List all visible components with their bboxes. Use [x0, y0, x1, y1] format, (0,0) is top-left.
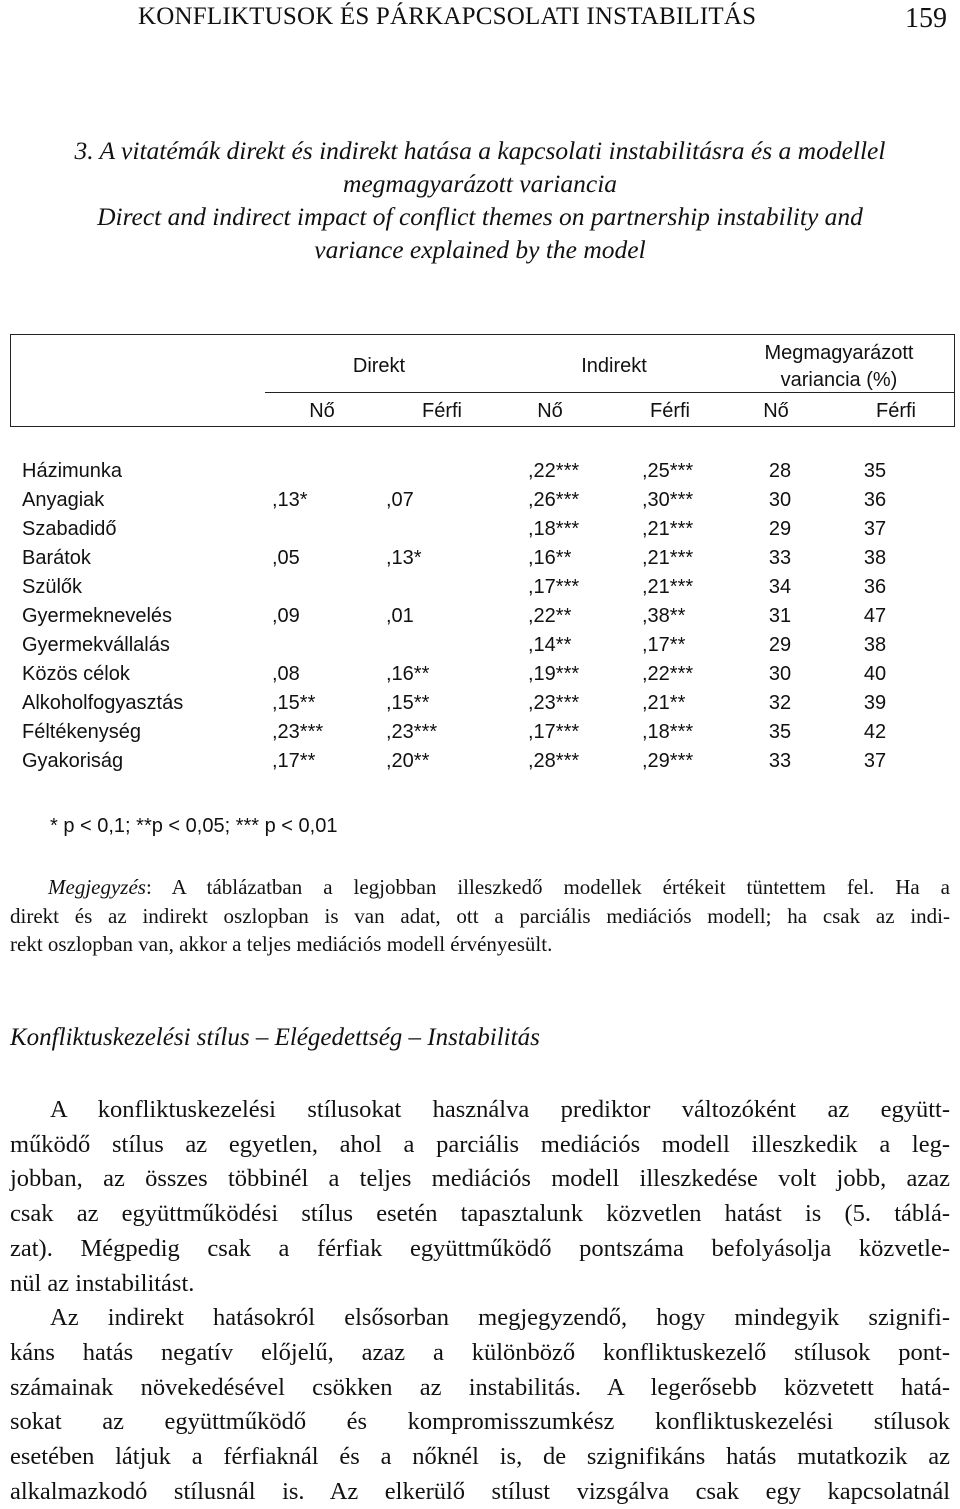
- subheader-no: Nő: [763, 400, 789, 422]
- cell-direct-ferfi: ,16**: [386, 663, 430, 685]
- cell-indirect-no: ,28***: [528, 750, 580, 772]
- cell-variance-no: 28: [768, 460, 792, 482]
- row-label: Gyermekvállalás: [22, 634, 170, 656]
- cell-direct-ferfi: ,07: [386, 489, 414, 511]
- table-row: [0, 721, 960, 750]
- cell-direct-no: ,08: [272, 663, 300, 685]
- row-label: Anyagiak: [22, 489, 105, 511]
- cell-indirect-no: ,14**: [528, 634, 572, 656]
- cell-indirect-no: ,17***: [528, 721, 580, 743]
- cell-variance-no: 31: [768, 605, 792, 627]
- cell-indirect-ferfi: ,21***: [642, 547, 694, 569]
- cell-variance-ferfi: 37: [863, 750, 887, 772]
- cell-variance-ferfi: 39: [863, 692, 887, 714]
- body-text: [10, 1093, 950, 1509]
- row-label: Szabadidő: [22, 518, 117, 540]
- cell-indirect-ferfi: ,22***: [642, 663, 694, 685]
- row-label: Alkoholfogyasztás: [22, 692, 184, 714]
- row-label: Barátok: [22, 547, 91, 569]
- body-line: sokat az együttműködő és kompromisszumkész konfliktuskezelési stílusok: [10, 1408, 950, 1436]
- cell-indirect-no: ,17***: [528, 576, 580, 598]
- cell-variance-ferfi: 36: [863, 489, 887, 511]
- note-line: rekt oszlopban van, akkor a teljes mediációs modell érvényesült.: [10, 932, 553, 956]
- table-row: [0, 489, 960, 518]
- cell-indirect-no: ,23***: [528, 692, 580, 714]
- cell-variance-no: 29: [768, 634, 792, 656]
- cell-indirect-no: ,22**: [528, 605, 572, 627]
- body-line: zat). Mégpedig csak a férfiak együttműködő pontszáma befolyásolja közvetle-: [10, 1234, 950, 1262]
- cell-indirect-ferfi: ,21***: [642, 576, 694, 598]
- significance-note: * p < 0,1; **p < 0,05; *** p < 0,01: [50, 815, 338, 837]
- cell-variance-no: 29: [768, 518, 792, 540]
- cell-variance-ferfi: 38: [863, 547, 887, 569]
- table-row: [0, 692, 960, 721]
- row-label: Gyermeknevelés: [22, 605, 173, 627]
- note-line: direkt és az indirekt oszlopban is van adat, ott a parciális mediációs modell; ha csak az indi-: [10, 903, 950, 928]
- body-line: alkalmazkodó stílusnál is. Az elkerülő stílust vizsgálva csak egy kapcsolatnál: [10, 1477, 950, 1505]
- cell-direct-no: ,05: [272, 547, 300, 569]
- header-divider: [265, 392, 955, 393]
- table-row: [0, 518, 960, 547]
- cell-variance-ferfi: 47: [863, 605, 887, 627]
- cell-indirect-ferfi: ,18***: [642, 721, 694, 743]
- body-line: működő stílus az egyetlen, ahol a parciális mediációs modell illeszkedik a leg-: [10, 1130, 950, 1158]
- cell-indirect-no: ,26***: [528, 489, 580, 511]
- header-direkt: Direkt: [352, 355, 406, 377]
- note-text: : A táblázatban a legjobban illeszkedő modellek értékeit tüntettem fel. Ha a: [145, 875, 950, 899]
- caption-line: variance explained by the model: [314, 235, 646, 264]
- subheader-ferfi: Férfi: [876, 400, 916, 422]
- cell-variance-no: 35: [768, 721, 792, 743]
- header-variance: [739, 340, 939, 394]
- row-label: Házimunka: [22, 460, 123, 482]
- page-number: 159: [905, 3, 947, 34]
- header-indirekt: Indirekt: [581, 355, 647, 377]
- table-row: [0, 460, 960, 489]
- cell-indirect-ferfi: ,21**: [642, 692, 686, 714]
- body-line: csak az együttműködési stílus esetén tapasztalunk közvetlen hatást is (5. táblá-: [10, 1200, 950, 1228]
- cell-variance-ferfi: 42: [863, 721, 887, 743]
- table-row: [0, 547, 960, 576]
- subheader-no: Nő: [309, 400, 335, 422]
- cell-direct-no: ,15**: [272, 692, 316, 714]
- cell-variance-no: 33: [768, 547, 792, 569]
- section-title: Konfliktuskezelési stílus – Elégedettség – Instabilitás: [10, 1024, 540, 1051]
- cell-variance-no: 32: [768, 692, 792, 714]
- cell-indirect-no: ,18***: [528, 518, 580, 540]
- table-note: [10, 873, 950, 959]
- cell-variance-ferfi: 37: [863, 518, 887, 540]
- table-header: [10, 334, 955, 427]
- caption-line: megmagyarázott variancia: [342, 169, 618, 198]
- header-variance-line: Megmagyarázott: [764, 342, 914, 364]
- cell-indirect-ferfi: ,38**: [642, 605, 686, 627]
- subheader-no: Nő: [537, 400, 563, 422]
- body-line: A konfliktuskezelési stílusokat használva prediktor változóként az együtt-: [50, 1096, 950, 1123]
- table-row: [0, 663, 960, 692]
- row-label: Féltékenység: [22, 721, 141, 743]
- cell-indirect-ferfi: ,17**: [642, 634, 686, 656]
- row-label: Szülők: [22, 576, 83, 598]
- body-line: káns hatás negatív előjelű, azaz a különböző konfliktuskezelő stílusok pont-: [10, 1338, 950, 1366]
- cell-variance-no: 30: [768, 663, 792, 685]
- table-row: [0, 605, 960, 634]
- cell-indirect-ferfi: ,21***: [642, 518, 694, 540]
- table-row: [0, 634, 960, 663]
- cell-variance-no: 30: [768, 489, 792, 511]
- cell-variance-ferfi: 36: [863, 576, 887, 598]
- cell-direct-no: ,09: [272, 605, 300, 627]
- caption-line: Direct and indirect impact of conflict themes on partnership instability and: [97, 202, 863, 231]
- cell-direct-no: ,23***: [272, 721, 324, 743]
- cell-indirect-ferfi: ,29***: [642, 750, 694, 772]
- cell-indirect-ferfi: ,30***: [642, 489, 694, 511]
- cell-direct-ferfi: ,15**: [386, 692, 430, 714]
- subheader-ferfi: Férfi: [650, 400, 690, 422]
- cell-indirect-no: ,16**: [528, 547, 572, 569]
- cell-variance-ferfi: 35: [863, 460, 887, 482]
- body-line: nül az instabilitást.: [10, 1269, 195, 1297]
- row-label: Közös célok: [22, 663, 130, 685]
- cell-variance-ferfi: 40: [863, 663, 887, 685]
- note-line: [10, 873, 950, 902]
- cell-indirect-no: ,19***: [528, 663, 580, 685]
- table-row: [0, 576, 960, 605]
- body-line: jobban, az összes többinél a teljes mediációs modell illeszkedése volt jobb, azaz: [10, 1165, 950, 1193]
- cell-indirect-no: ,22***: [528, 460, 580, 482]
- cell-variance-no: 34: [768, 576, 792, 598]
- cell-variance-no: 33: [768, 750, 792, 772]
- cell-direct-ferfi: ,23***: [386, 721, 438, 743]
- body-line: esetében látjuk a férfiaknál és a nőknél is, de szignifikáns hatás mutatkozik az: [10, 1443, 950, 1471]
- body-line: Az indirekt hatásokról elsősorban megjegyzendő, hogy mindegyik szignifi-: [50, 1304, 950, 1332]
- cell-direct-no: ,17**: [272, 750, 316, 772]
- cell-direct-ferfi: ,01: [386, 605, 414, 627]
- cell-direct-no: ,13*: [272, 489, 308, 511]
- header-variance-line: variancia (%): [780, 369, 898, 391]
- caption-line: 3. A vitatémák direkt és indirekt hatása a kapcsolati instabilitásra és a modellel: [74, 136, 886, 165]
- subheader-ferfi: Férfi: [422, 400, 462, 422]
- cell-direct-ferfi: ,13*: [386, 547, 422, 569]
- running-title: KONFLIKTUSOK ÉS PÁRKAPCSOLATI INSTABILITÁS: [138, 3, 757, 30]
- row-label: Gyakoriság: [22, 750, 124, 772]
- cell-direct-ferfi: ,20**: [386, 750, 430, 772]
- running-header: [0, 0, 960, 40]
- cell-indirect-ferfi: ,25***: [642, 460, 694, 482]
- cell-variance-ferfi: 38: [863, 634, 887, 656]
- table-caption: [10, 134, 950, 266]
- table-row: [0, 750, 960, 779]
- body-line: számainak növekedésével csökken az instabilitás. A legerősebb közvetett hatá-: [10, 1373, 950, 1401]
- note-label: Megjegyzés: [48, 875, 146, 899]
